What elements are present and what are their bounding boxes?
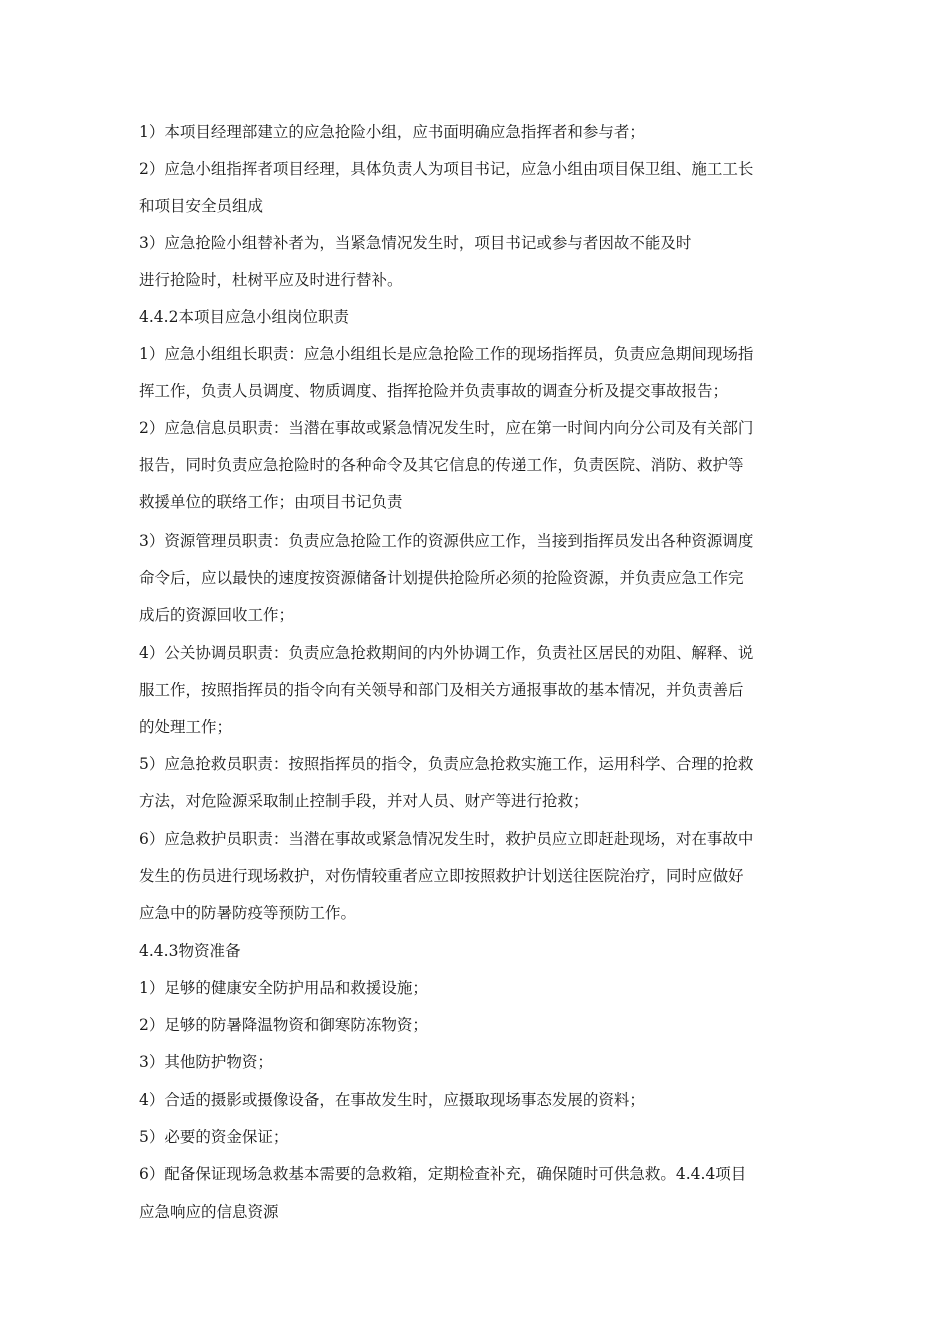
text-line: 6）配备保证现场急救基本需要的急救箱，定期检查补充，确保随时可供急救。4.4.4项目: [139, 1165, 747, 1183]
text-line: 5）必要的资金保证；: [139, 1128, 289, 1146]
text-line: 1）足够的健康安全防护用品和救援设施；: [139, 979, 428, 997]
text-line: 3）应急抢险小组替补者为，当紧急情况发生时，项目书记或参与者因故不能及时: [139, 234, 692, 252]
text-line: 2）足够的防暑降温物资和御寒防冻物资；: [139, 1016, 428, 1034]
text-line: 4）公关协调员职责：负责应急抢救期间的内外协调工作，负责社区居民的劝阻、解释、说: [139, 644, 754, 662]
text-line: 1）应急小组组长职责：应急小组组长是应急抢险工作的现场指挥员，负责应急期间现场指: [139, 345, 754, 363]
text-line: 2）应急信息员职责：当潜在事故或紧急情况发生时，应在第一时间内向分公司及有关部门: [139, 419, 754, 437]
text-line: 进行抢险时，杜树平应及时进行替补。: [139, 271, 403, 289]
text-line: 3）资源管理员职责：负责应急抢险工作的资源供应工作，当接到指挥员发出各种资源调度: [139, 532, 754, 550]
text-line: 挥工作，负责人员调度、物质调度、指挥抢险并负责事故的调查分析及提交事故报告；: [139, 382, 729, 400]
text-line: 发生的伤员进行现场救护，对伤情较重者应立即按照救护计划送往医院治疗，同时应做好: [139, 867, 744, 885]
text-line: 4）合适的摄影或摄像设备，在事故发生时，应摄取现场事态发展的资料；: [139, 1091, 645, 1109]
text-line: 2）应急小组指挥者项目经理，具体负责人为项目书记，应急小组由项目保卫组、施工工长: [139, 160, 754, 178]
text-line: 应急中的防暑防疫等预防工作。: [139, 904, 357, 922]
section-heading: 4.4.3物资准备: [139, 942, 241, 960]
text-line: 成后的资源回收工作；: [139, 606, 295, 624]
text-line: 方法，对危险源采取制止控制手段，并对人员、财产等进行抢救；: [139, 792, 589, 810]
text-line: 报告，同时负责应急抢险时的各种命令及其它信息的传递工作，负责医院、消防、救护等: [139, 456, 744, 474]
section-heading: 4.4.2本项目应急小组岗位职责: [139, 308, 349, 326]
text-line: 和项目安全员组成: [139, 197, 264, 215]
text-line: 应急响应的信息资源: [139, 1203, 279, 1221]
text-line: 的处理工作；: [139, 718, 233, 736]
text-line: 服工作，按照指挥员的指令向有关领导和部门及相关方通报事故的基本情况，并负责善后: [139, 681, 744, 699]
text-line: 6）应急救护员职责：当潜在事故或紧急情况发生时，救护员应立即赶赴现场，对在事故中: [139, 830, 754, 848]
text-line: 命令后，应以最快的速度按资源储备计划提供抢险所必须的抢险资源，并负责应急工作完: [139, 569, 744, 587]
text-line: 1）本项目经理部建立的应急抢险小组，应书面明确应急指挥者和参与者；: [139, 123, 645, 141]
text-line: 3）其他防护物资；: [139, 1053, 273, 1071]
text-line: 5）应急抢救员职责：按照指挥员的指令，负责应急抢救实施工作，运用科学、合理的抢救: [139, 755, 754, 773]
text-line: 救援单位的联络工作；由项目书记负责: [139, 493, 403, 511]
